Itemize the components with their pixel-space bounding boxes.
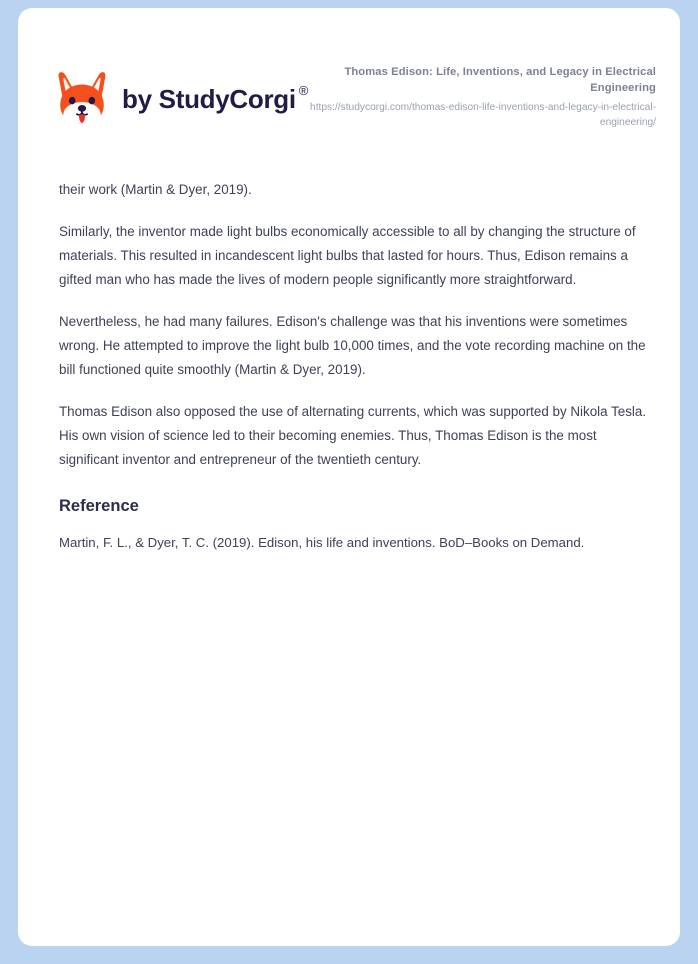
- document-header: [18, 8, 680, 158]
- brand-wordmark: [122, 83, 309, 114]
- reference-entry: Martin, F. L., & Dyer, T. C. (2019). Edison, his life and inventions. BoD–Books on Demand.: [59, 535, 585, 551]
- header-metadata: [308, 65, 656, 131]
- document-body: [59, 178, 651, 555]
- paragraph: Similarly, the inventor made light bulbs economically accessible to all by changing the structure of materials. This resulted in incandescent light bulbs that lasted for hours. Thus, Edison remains a gifted man who has made the lives of modern people significantly more straightforward.: [59, 224, 636, 287]
- studycorgi-branding: [56, 70, 308, 126]
- paragraph: Nevertheless, he had many failures. Edison's challenge was that his inventions were sometimes wrong. He attempted to improve the light bulb 10,000 times, and the vote recording machine on the bill functioned quite smoothly (Martin & Dyer, 2019).: [59, 314, 646, 377]
- paragraph: Thomas Edison also opposed the use of alternating currents, which was supported by Nikola Tesla. His own vision of science led to their becoming enemies. Thus, Thomas Edison is the most significant inventor and entrepreneur of the twentieth century.: [59, 404, 647, 467]
- brand-wordmark-text: by StudyCorgi: [122, 84, 296, 114]
- source-url: https://studycorgi.com/thomas-edison-life-inventions-and-legacy-in-electrical-engineering/: [310, 102, 656, 129]
- reference-section-heading: Reference: [59, 497, 139, 515]
- registered-trademark-icon: ®: [298, 83, 309, 99]
- page-title: Thomas Edison: Life, Inventions, and Legacy in Electrical Engineering: [344, 66, 656, 94]
- paragraph: their work (Martin & Dyer, 2019).: [59, 182, 252, 197]
- document-page-card: [18, 8, 680, 946]
- studycorgi-corgi-logo: [56, 70, 108, 126]
